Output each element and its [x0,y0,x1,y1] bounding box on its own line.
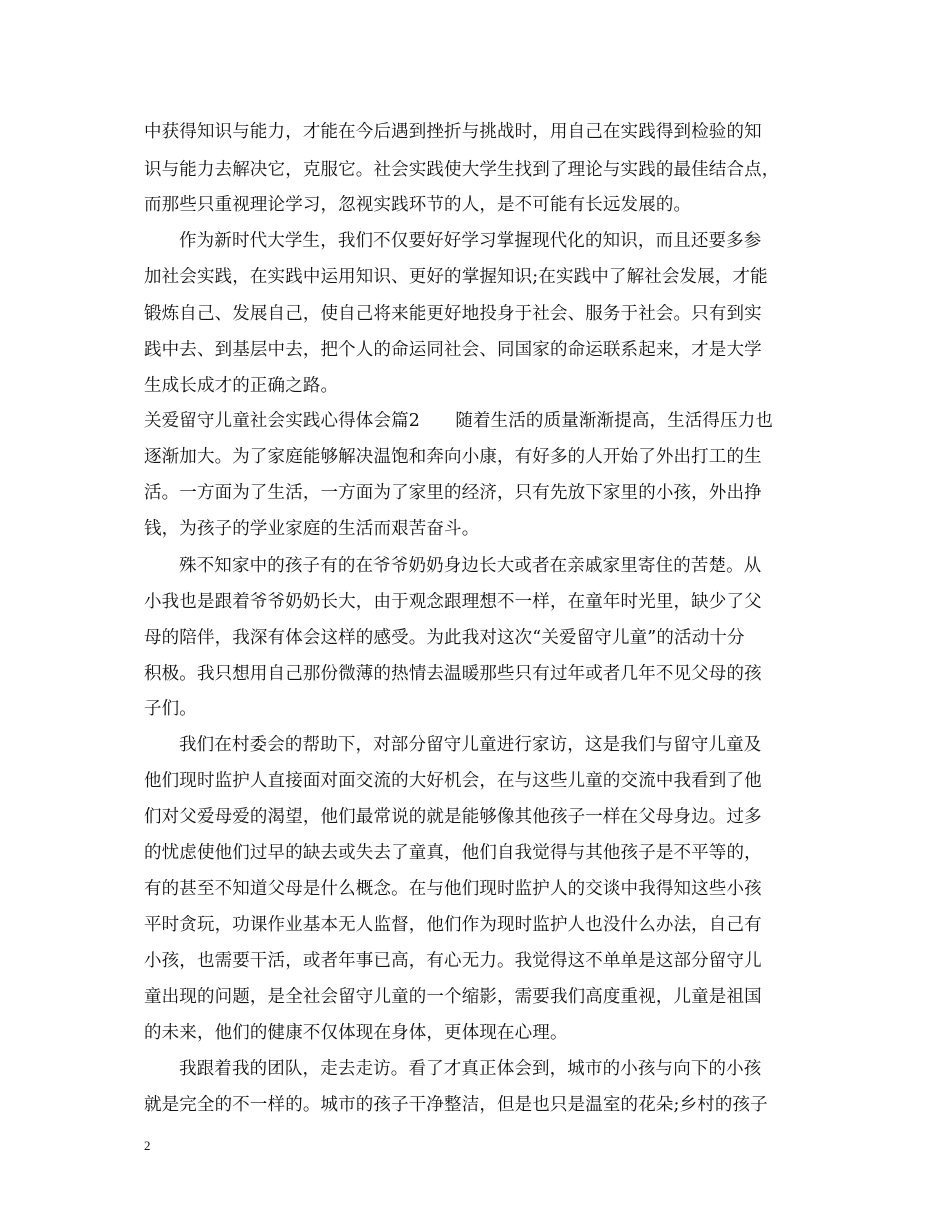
text-line: 践中去、到基层中去，把个人的命运同社会、同国家的命运联系起来，才是大学 [144,340,762,360]
text-line: 我跟着我的团队，走去走访。看了才真正体会到，城市的小孩与向下的小孩 [179,1059,762,1079]
text-line: 小我也是跟着爷爷奶奶长大，由于观念跟理想不一样，在童年时光里，缺少了父 [144,592,762,612]
text-line: 的未来，他们的健康不仅体现在身体，更体现在心理。 [144,1023,568,1043]
section-heading-line: 关爱留守儿童社会实践心得体会篇2 随着生活的质量渐渐提高，生活得压力也 [144,411,774,431]
text-line: 小孩，也需要干活，或者年事已高，有心无力。我觉得这不单单是这部分留守儿 [144,951,762,971]
text-line: 子们。 [144,699,197,719]
text-line: 活。一方面为了生活，一方面为了家里的经济，只有先放下家里的小孩，外出挣 [144,483,762,503]
text-line: 就是完全的不一样的。城市的孩子干净整洁，但是也只是温室的花朵;乡村的孩子 [144,1095,768,1115]
page-number: 2 [144,1138,151,1153]
text-line: 有的甚至不知道父母是什么概念。在与他们现时监护人的交谈中我得知这些小孩 [144,879,762,899]
text-line: 的忧虑使他们过早的缺去或失去了童真，他们自我觉得与其他孩子是不平等的， [144,843,762,863]
text-line: 积极。我只想用自己那份微薄的热情去温暖那些只有过年或者几年不见父母的孩 [144,664,762,684]
text-line: 童出现的问题，是全社会留守儿童的一个缩影，需要我们高度重视，儿童是祖国 [144,987,762,1007]
text-line: 母的陪伴，我深有体会这样的感受。为此我对这次“关爱留守儿童”的活动十分 [144,628,745,648]
text-line: 平时贪玩，功课作业基本无人监督，他们作为现时监护人也没什么办法，自己有 [144,915,762,935]
text-line: 殊不知家中的孩子有的在爷爷奶奶身边长大或者在亲戚家里寄住的苦楚。从 [179,556,762,576]
text-line: 而那些只重视理论学习，忽视实践环节的人，是不可能有长远发展的。 [144,195,692,215]
text-line: 中获得知识与能力，才能在今后遇到挫折与挑战时，用自己在实践得到检验的知 [144,122,762,142]
text-line: 锻炼自己、发展自己，使自己将来能更好地投身于社会、服务于社会。只有到实 [144,304,762,324]
text-line: 生成长成才的正确之路。 [144,376,339,396]
text-line: 我们在村委会的帮助下，对部分留守儿童进行家访，这是我们与留守儿童及 [179,735,762,755]
text-line: 加社会实践，在实践中运用知识、更好的掌握知识;在实践中了解社会发展，才能 [144,267,768,287]
text-line: 他们现时监护人直接面对面交流的大好机会，在与这些儿童的交流中我看到了他 [144,771,762,791]
text-line: 钱，为孩子的学业家庭的生活而艰苦奋斗。 [144,519,480,539]
text-line: 作为新时代大学生，我们不仅要好好学习掌握现代化的知识，而且还要多参 [179,231,762,251]
text-line: 识与能力去解决它，克服它。社会实践使大学生找到了理论与实践的最佳结合点， [144,160,780,180]
text-line: 们对父爱母爱的渴望，他们最常说的就是能够像其他孩子一样在父母身边。过多 [144,807,762,827]
text-line: 逐渐加大。为了家庭能够解决温饱和奔向小康，有好多的人开始了外出打工的生 [144,447,762,467]
